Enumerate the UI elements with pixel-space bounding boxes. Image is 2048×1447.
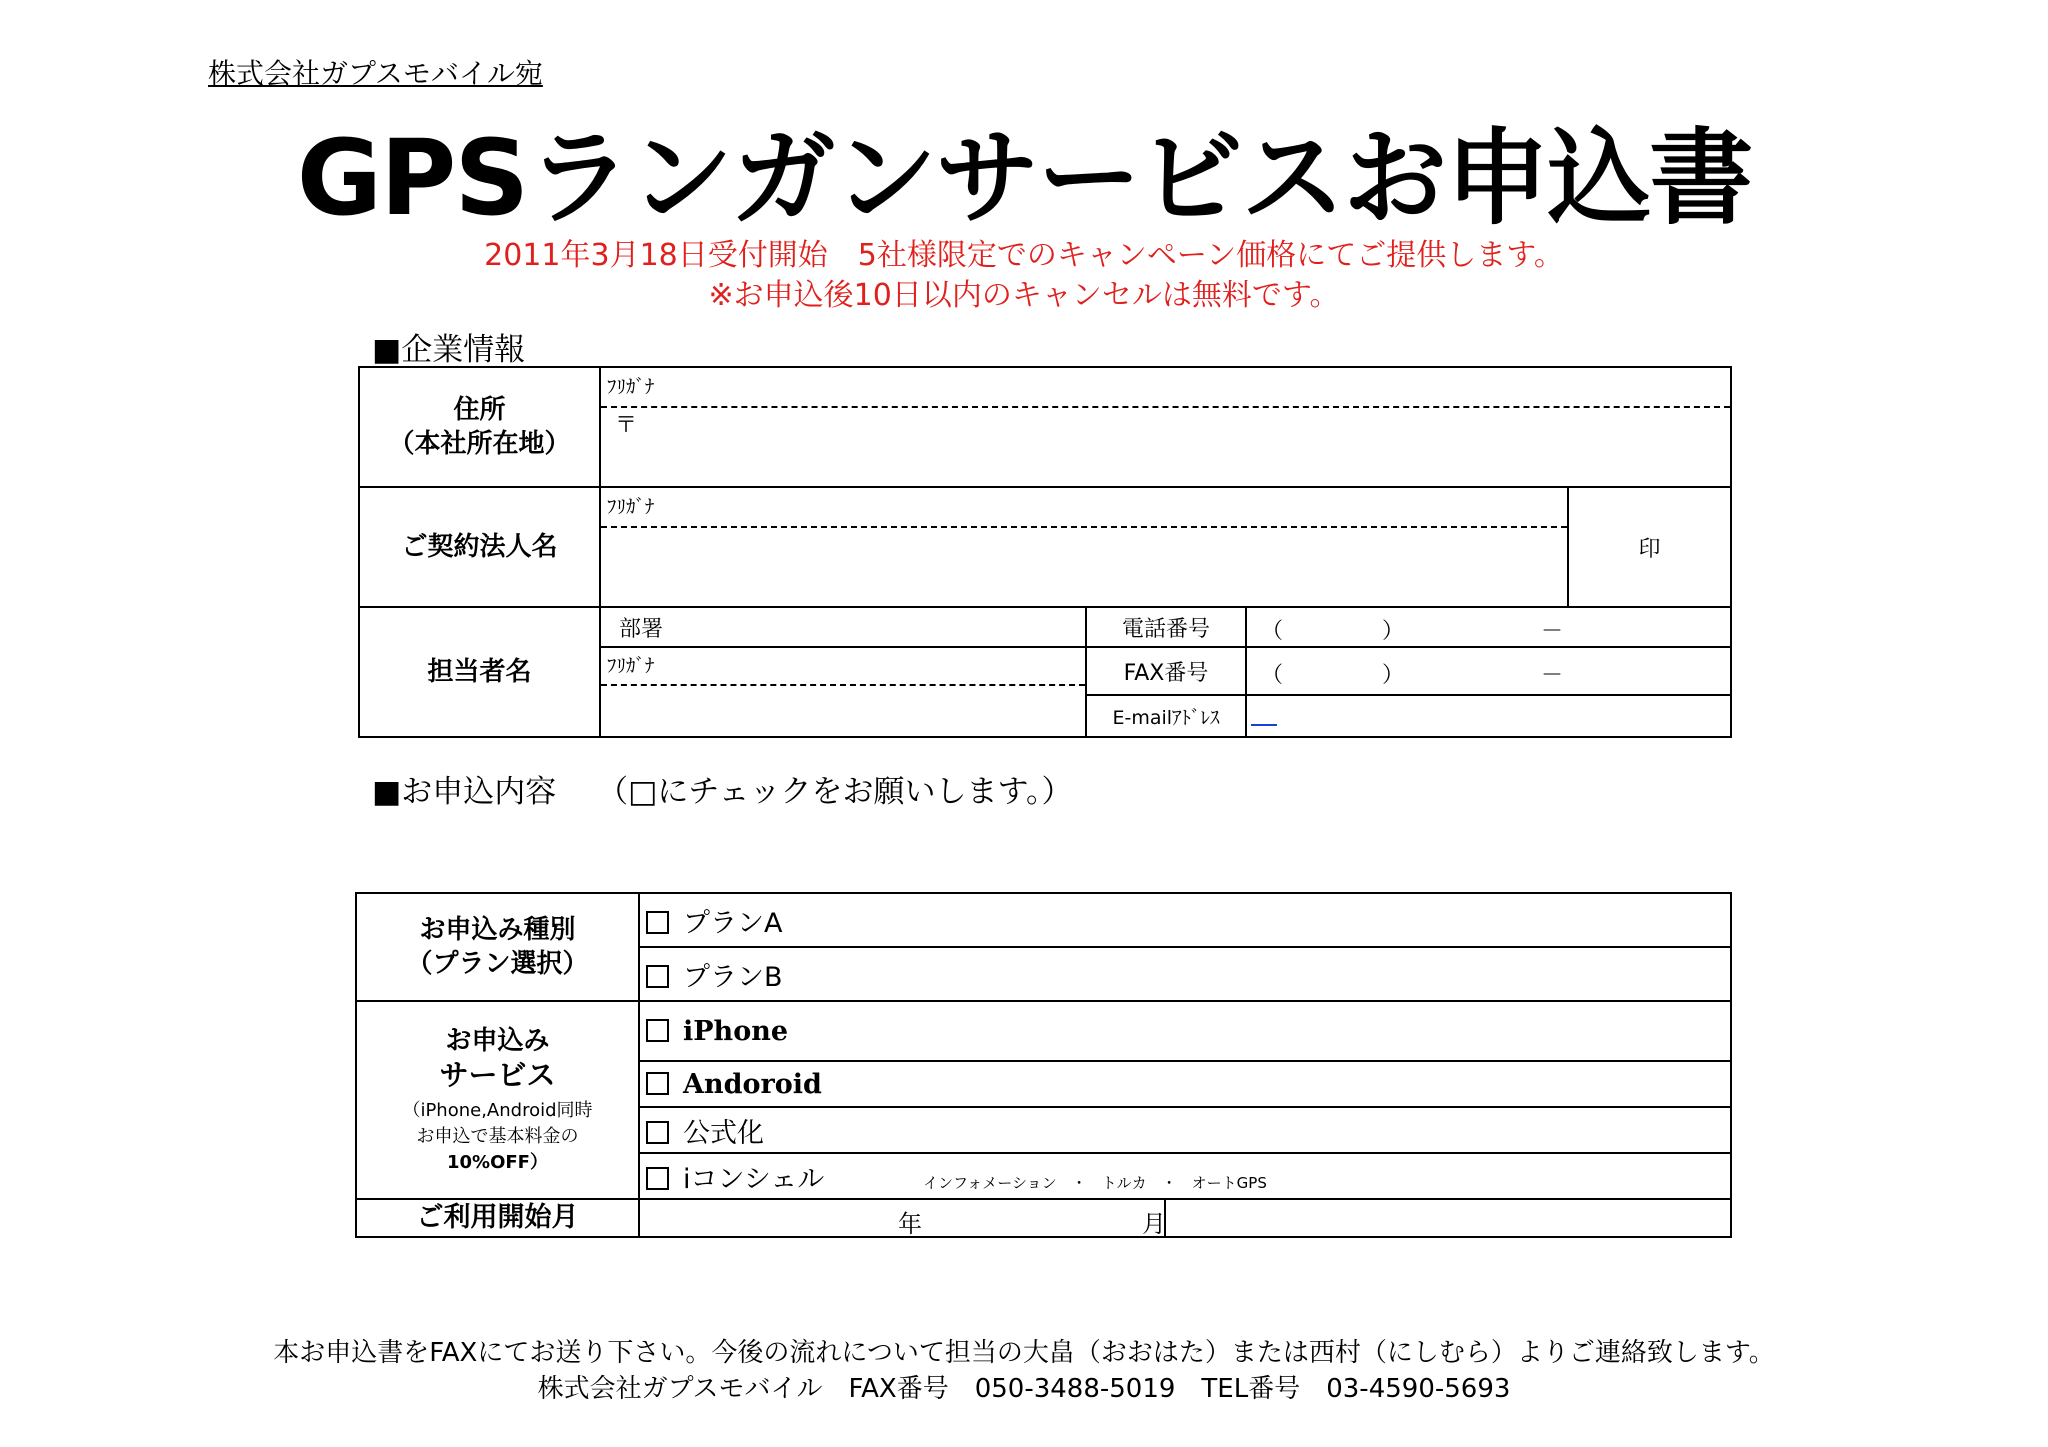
company-info-table: [358, 366, 1732, 738]
footer-contact: 株式会社ガプスモバイル FAX番号 050-3488-5019 TEL番号 03-4590-5693: [537, 1374, 1511, 1404]
start-month-extra[interactable]: [1165, 1199, 1731, 1237]
form-title: GPSランガンサービスお申込書: [296, 117, 1752, 239]
corporate-furigana[interactable]: ﾌﾘｶﾞﾅ: [601, 488, 1567, 528]
application-heading: ■お申込内容 （□にチェックをお願いします。）: [372, 774, 1073, 810]
department-field[interactable]: [600, 607, 1086, 647]
phone-dash: －: [1541, 619, 1564, 644]
checkbox[interactable]: [646, 1019, 669, 1042]
email-field[interactable]: [1246, 695, 1731, 737]
department-label: 部署: [619, 616, 664, 642]
iphone-option[interactable]: iPhone: [639, 1001, 1731, 1061]
footer-instructions: 本お申込書をFAXにてお送り下さい。今後の流れについて担当の大畠（おおはた）または西村（にしむら）よりご連絡致します。: [273, 1338, 1775, 1368]
fax-field[interactable]: [1246, 647, 1731, 695]
seal-box: 印: [1568, 487, 1731, 607]
postal-mark: 〒: [615, 413, 638, 438]
phone-field[interactable]: [1246, 607, 1731, 647]
checkbox[interactable]: [646, 1167, 669, 1190]
phone-paren-open: （: [1261, 619, 1284, 644]
start-month-label: ご利用開始月: [356, 1199, 639, 1237]
address-label: 住所 （本社所在地）: [359, 367, 600, 487]
fax-label: FAX番号: [1086, 647, 1246, 695]
iconcier-option[interactable]: iコンシェル インフォメーション ・ トルカ ・ オートGPS: [639, 1153, 1731, 1199]
application-table: [355, 892, 1732, 1238]
contact-person-label: 担当者名: [359, 607, 600, 737]
plan-type-label: お申込み種別 （プラン選択）: [356, 893, 639, 1001]
campaign-notice: 2011年3月18日受付開始 5社様限定でのキャンペーン価格にてご提供します。: [484, 238, 1564, 273]
checkbox[interactable]: [646, 1072, 669, 1095]
email-label: E-mailｱﾄﾞﾚｽ: [1086, 695, 1246, 737]
address-field[interactable]: [600, 367, 1731, 487]
checkbox[interactable]: [646, 911, 669, 934]
checkbox[interactable]: [646, 965, 669, 988]
fax-dash: －: [1541, 663, 1564, 688]
checkbox[interactable]: [646, 1121, 669, 1144]
official-option[interactable]: 公式化: [639, 1107, 1731, 1153]
corporate-name-label: ご契約法人名: [359, 487, 600, 607]
corporate-name-field[interactable]: [600, 487, 1568, 607]
iconcier-options: インフォメーション ・ トルカ ・ オートGPS: [923, 1173, 1267, 1192]
address-furigana[interactable]: ﾌﾘｶﾞﾅ: [601, 368, 1730, 408]
service-label: お申込み サービス （iPhone,Android同時 お申込で基本料金の 10%OFF）: [356, 1001, 639, 1199]
company-info-heading: ■企業情報: [372, 332, 526, 368]
phone-label: 電話番号: [1086, 607, 1246, 647]
contact-furigana[interactable]: ﾌﾘｶﾞﾅ: [601, 648, 1085, 686]
fax-paren-close: ）: [1382, 663, 1405, 688]
month-label: 月: [1142, 1210, 1166, 1238]
plan-a-option[interactable]: プランA: [639, 893, 1731, 947]
phone-paren-close: ）: [1382, 619, 1405, 644]
start-month-field[interactable]: [639, 1199, 1165, 1237]
contact-name-field[interactable]: [600, 647, 1086, 737]
fax-paren-open: （: [1261, 663, 1284, 688]
android-option[interactable]: Andoroid: [639, 1061, 1731, 1107]
cancellation-notice: ※お申込後10日以内のキャンセルは無料です。: [708, 278, 1340, 313]
addressee: 株式会社ガプスモバイル宛: [208, 57, 543, 90]
plan-b-option[interactable]: プランB: [639, 947, 1731, 1001]
email-link-underline: [1251, 706, 1277, 726]
year-label: 年: [898, 1210, 922, 1238]
